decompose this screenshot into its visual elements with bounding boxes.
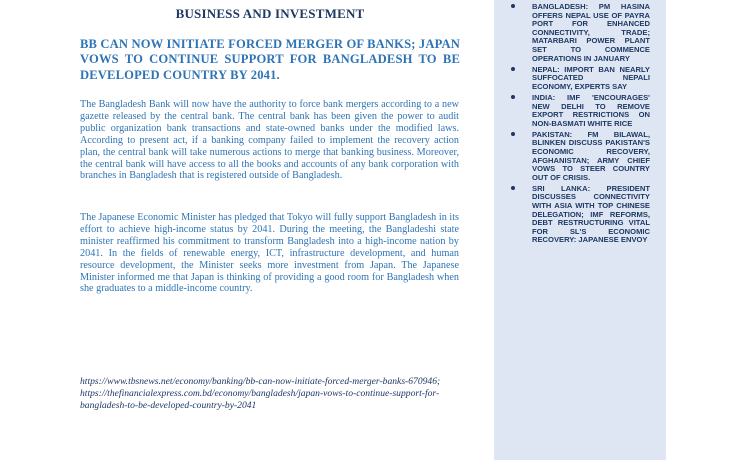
source-links <box>80 376 470 411</box>
sidebar-item-pakistan <box>494 131 666 183</box>
bullet-icon <box>511 67 515 71</box>
sidebar-item-bangladesh <box>494 3 666 63</box>
sidebar-item-nepal <box>494 66 666 92</box>
sidebar-item-text: PAKISTAN: FM BILAWAL, BLINKEN DISCUSS PAKISTAN'S ECONOMIC RECOVERY, AFGHANISTAN; ARMY CHIEF VOWS TO STEER COUNTRY OUT OF CRISIS. <box>532 129 650 182</box>
sidebar-item-text: NEPAL: IMPORT BAN NEARLY SUFFOCATED NEPALI ECONOMY, EXPERTS SAY <box>532 64 650 91</box>
source-link-2[interactable]: https://thefinancialexpress.com.bd/economy/bangladesh/japan-vows-to-continue-support-for-bangladesh-to-be-developed-country-by-2041 <box>80 387 440 411</box>
sidebar-item-text: SRI LANKA: PRESIDENT DISCUSSES CONNECTIVITY WITH ASIA WITH TOP CHINESE DELEGATION; IMF REFORMS, DEBT RESTRUCTURING VITAL FOR SL'S ECONOMIC RECOVERY: JAPANESE ENVOY <box>532 183 650 245</box>
bullet-icon <box>511 186 515 190</box>
article-paragraph-1: The Bangladesh Bank will now have the authority to force bank mergers according to a new gazette released by the central bank. The central bank has been given the power to audit public organization bank transactions and state-owned banks under the modified laws. According to present act, if a banking company failed to implement the recovery action plan, the central bank will take numerous actions to merge that banking business. Moreover, the central bank will have access to all the books and accounts of any bank corporation with branches in Bangladesh that is registered outside of Bangladesh. <box>80 99 459 182</box>
sidebar-item-india <box>494 94 666 128</box>
news-sidebar <box>494 0 666 460</box>
section-heading: BUSINESS AND INVESTMENT <box>175 6 365 21</box>
bullet-icon <box>511 4 515 8</box>
sidebar-item-text: BANGLADESH: PM HASINA OFFERS NEPAL USE OF PAYRA PORT FOR ENHANCED CONNECTIVITY, TRADE; MATARBARI POWER PLANT SET TO COMMENCE OPERATIONS IN JANUARY <box>532 2 650 63</box>
sidebar-item-sri-lanka <box>494 185 666 245</box>
article-paragraph-2: The Japanese Economic Minister has pledged that Tokyo will fully support Bangladesh in its effort to achieve high-income status by 2041. During the meeting, the Bangladeshi state minister reaffirmed his commitment to transform Bangladesh into a high-income nation by 2041. In the fields of renewable energy, ICT, infrastructure development, and human resource development, the Minister seeks more investment from Japan. The Japanese Minister informed me that Japan is thinking of providing a good room for Bangladesh when she graduates to a middle-income country. <box>80 212 459 295</box>
source-link-1[interactable]: https://www.tbsnews.net/economy/banking/bb-can-now-initiate-forced-merger-banks-670946; <box>80 376 441 387</box>
article-headline: BB CAN NOW INITIATE FORCED MERGER OF BANKS; JAPAN VOWS TO CONTINUE SUPPORT FOR BANGLADESH TO BE DEVELOPED COUNTRY BY 2041. <box>80 37 460 82</box>
sidebar-item-text: INDIA: IMF 'ENCOURAGES' NEW DELHI TO REMOVE EXPORT RESTRICTIONS ON NON-BASMATI WHITE RICE <box>532 92 650 128</box>
bullet-icon <box>511 95 515 99</box>
sidebar-headline-list <box>494 3 666 248</box>
bullet-icon <box>511 132 515 136</box>
